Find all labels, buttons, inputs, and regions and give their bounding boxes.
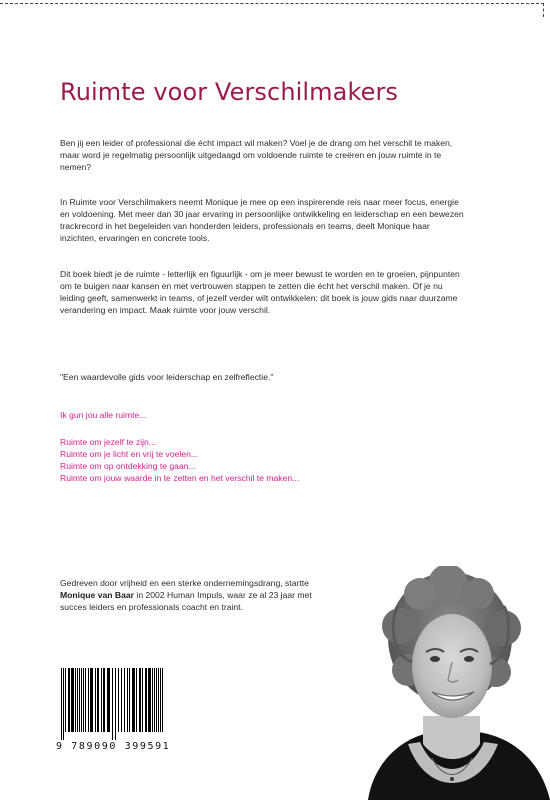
intro-paragraph: Ben jij een leider of professional die écht impact wil maken? Voel je de drang om het verschil te maken, maar word je regelmatig persoonlijk uitgedaagd om voldoende ruimte te creëren en jouw ruimte in te nemen?	[60, 138, 453, 172]
bio-text-start: Gedreven door vrijheid en een sterke ondernemingsdrang, startte	[60, 578, 309, 588]
crop-mark-top	[0, 3, 544, 4]
author-name: Monique van Baar	[60, 590, 135, 600]
isbn-number: 9 789090 399591	[56, 741, 171, 752]
author-bio	[60, 577, 325, 613]
barcode-icon	[60, 668, 168, 740]
bio-text-end: in 2002 Human Impuls, waar ze al 23 jaar met succes leiders en professionals coacht en traint.	[60, 590, 312, 612]
pink-list-item: Ruimte om je licht en vrij te voelen...	[60, 449, 199, 459]
pink-list	[60, 436, 299, 484]
author-portrait	[328, 566, 550, 800]
pink-intro-line: Ik gun jou alle ruimte...	[60, 410, 147, 420]
offer-paragraph: Dit boek biedt je de ruimte - letterlijk en figuurlijk - om je meer bewust te worden en te groeien, pijnpunten om te buigen naar kansen en met vertrouwen stappen te zetten die écht het verschil maken. Of je nu leiding geeft, samenwerkt in teams, of jezelf verder wilt ontwikkelen: dit boek is jouw gids naar duurzame verandering en impact. Maak ruimte voor jouw verschil.	[60, 269, 460, 315]
crop-mark-right	[543, 3, 544, 17]
review-quote: "Een waardevolle gids voor leiderschap en zelfreflectie."	[60, 372, 274, 382]
book-title: Ruimte voor Verschilmakers	[60, 78, 399, 106]
pink-list-item: Ruimte om jezelf te zijn...	[60, 437, 156, 447]
pink-list-item: Ruimte om op ontdekking te gaan...	[60, 461, 196, 471]
pink-list-item: Ruimte om jouw waarde in te zetten en het verschil te maken...	[60, 473, 300, 483]
description-paragraph: In Ruimte voor Verschilmakers neemt Monique je mee op een inspirerende reis naar meer focus, energie en voldoening. Met meer dan 30 jaar ervaring in persoonlijke ontwikkeling en leiderschap en een bewezen trackrecord in het begeleiden van honderden leiders, professionals en teams, deelt Monique haar inzichten, ervaringen en concrete tools.	[60, 197, 464, 243]
